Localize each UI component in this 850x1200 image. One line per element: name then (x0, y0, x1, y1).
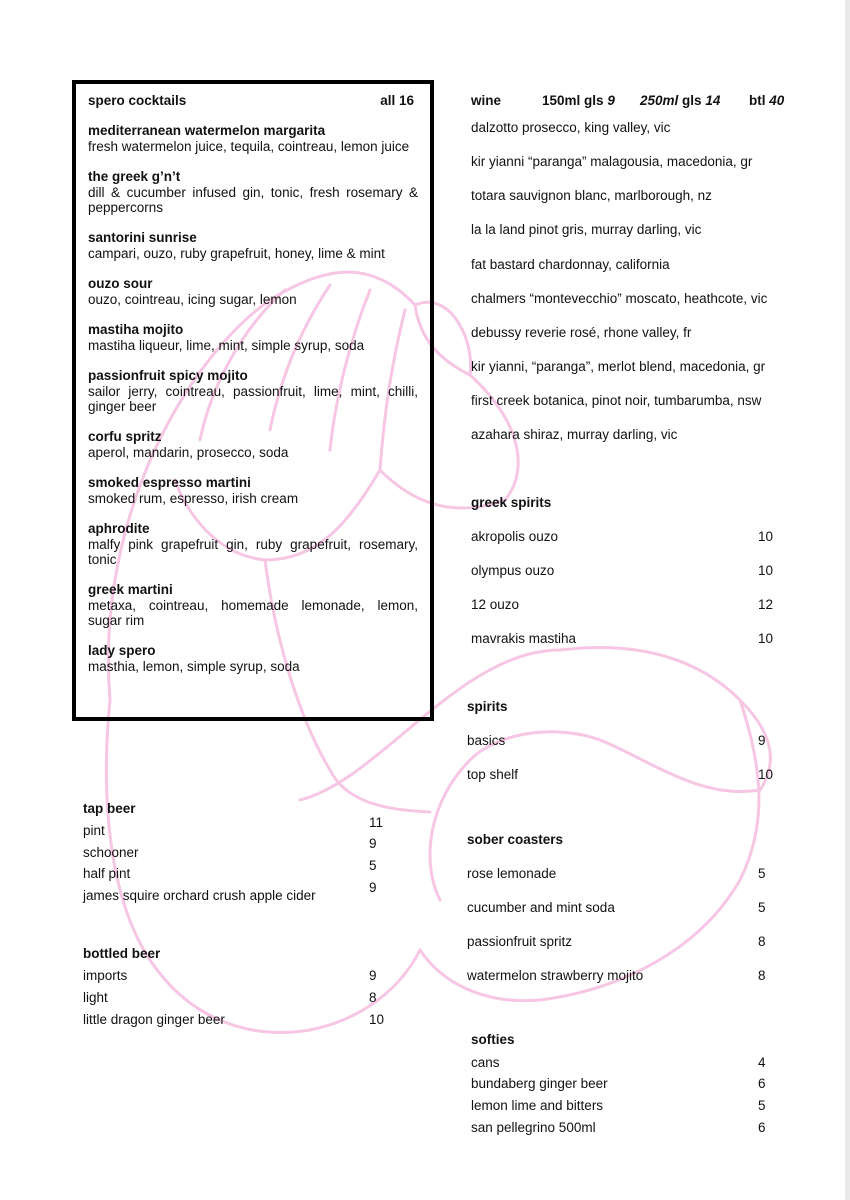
softie-name: lemon lime and bitters (471, 1098, 604, 1113)
cocktail-name: aphrodite (88, 521, 150, 536)
wine-glass250 (640, 92, 720, 110)
wine-bottle (749, 92, 784, 110)
cocktail-desc: mastiha liqueur, lime, mint, simple syrup, soda (88, 338, 365, 353)
tap-beer-price: 9 (369, 880, 377, 895)
cocktails-title: spero cocktails (88, 93, 187, 108)
wine-title: wine (471, 93, 502, 108)
cocktail-desc: fresh watermelon juice, tequila, cointreau, lemon juice (88, 139, 410, 154)
softies-title: softies (471, 1032, 515, 1047)
cocktail-item (88, 322, 418, 353)
cocktail-name: the greek g’n’t (88, 169, 181, 184)
sober-coasters-title: sober coasters (467, 832, 564, 847)
greek-spirit-price: 10 (758, 529, 774, 544)
tap-beer-price: 9 (369, 836, 377, 851)
wine-bottle-price: 40 (769, 93, 785, 108)
greek-spirit-name: mavrakis mastiha (471, 631, 577, 646)
cocktail-name: mastiha mojito (88, 322, 184, 337)
wine-item: chalmers “montevecchio” moscato, heathcote, vic (471, 291, 768, 306)
bottled-beer-name: imports (83, 968, 128, 983)
tap-beer-title: tap beer (83, 801, 136, 816)
wine-item: la la land pinot gris, murray darling, vic (471, 222, 702, 237)
sober-item-price: 8 (758, 968, 766, 983)
softie-price: 4 (758, 1055, 766, 1070)
wine-item: azahara shiraz, murray darling, vic (471, 427, 678, 442)
cocktail-item (88, 582, 418, 628)
wine-glass250-size: 250ml (640, 93, 679, 108)
spirits-title: spirits (467, 699, 508, 714)
cocktail-name: smoked espresso martini (88, 475, 251, 490)
wine-glass150-label: 150ml gls (542, 93, 604, 108)
bottled-beer-price: 8 (369, 990, 377, 1005)
greek-spirit-name: 12 ouzo (471, 597, 520, 612)
cocktail-desc: dill & cucumber infused gin, tonic, fresh rosemary & peppercorns (88, 185, 418, 215)
cocktail-item (88, 123, 418, 154)
cocktail-name: passionfruit spicy mojito (88, 368, 248, 383)
wine-glass150 (542, 92, 615, 110)
wine-glass250-label: gls (682, 93, 702, 108)
cocktail-item (88, 276, 418, 307)
sober-item-name: watermelon strawberry mojito (467, 968, 644, 983)
wine-glass150-price: 9 (607, 93, 615, 108)
sober-item-price: 5 (758, 866, 766, 881)
cocktail-name: greek martini (88, 582, 173, 597)
tap-beer-name: schooner (83, 845, 139, 860)
spirit-name: basics (467, 733, 506, 748)
cocktail-name: lady spero (88, 643, 156, 658)
cocktail-desc: ouzo, cointreau, icing sugar, lemon (88, 292, 297, 307)
wine-item: kir yianni, “paranga”, merlot blend, macedonia, gr (471, 359, 766, 374)
bottled-beer-title: bottled beer (83, 946, 161, 961)
softie-price: 5 (758, 1098, 766, 1113)
cocktail-item (88, 429, 418, 460)
sober-item-price: 5 (758, 900, 766, 915)
cocktail-desc: campari, ouzo, ruby grapefruit, honey, lime & mint (88, 246, 385, 261)
wine-glass250-price: 14 (705, 93, 721, 108)
wine-item: dalzotto prosecco, king valley, vic (471, 120, 671, 135)
tap-beer-price: 11 (369, 815, 384, 830)
greek-spirit-name: olympus ouzo (471, 563, 555, 578)
cocktail-desc: smoked rum, espresso, irish cream (88, 491, 299, 506)
greek-spirit-price: 10 (758, 563, 774, 578)
wine-item: first creek botanica, pinot noir, tumbarumba, nsw (471, 393, 762, 408)
cocktail-item (88, 643, 418, 674)
cocktail-desc: masthia, lemon, simple syrup, soda (88, 659, 300, 674)
softie-name: san pellegrino 500ml (471, 1120, 596, 1135)
cocktail-name: corfu spritz (88, 429, 162, 444)
tap-beer-price: 5 (369, 858, 377, 873)
softie-name: cans (471, 1055, 500, 1070)
bottled-beer-price: 10 (369, 1012, 385, 1027)
cocktail-item (88, 475, 418, 506)
softie-name: bundaberg ginger beer (471, 1076, 608, 1091)
wine-bottle-label: btl (749, 93, 766, 108)
sober-item-price: 8 (758, 934, 766, 949)
greek-spirits-title: greek spirits (471, 495, 552, 510)
sober-item-name: cucumber and mint soda (467, 900, 615, 915)
cocktail-item (88, 169, 418, 215)
wine-item: debussy reverie rosé, rhone valley, fr (471, 325, 692, 340)
greek-spirit-price: 12 (758, 597, 774, 612)
wine-item: totara sauvignon blanc, marlborough, nz (471, 188, 712, 203)
cocktail-desc: metaxa, cointreau, homemade lemonade, lemon, sugar rim (88, 598, 418, 628)
wine-item: kir yianni “paranga” malagousia, macedonia, gr (471, 154, 753, 169)
cocktail-name: ouzo sour (88, 276, 153, 291)
cocktails-price-note: all 16 (380, 93, 414, 108)
cocktails-box (72, 80, 434, 721)
bottled-beer-name: light (83, 990, 108, 1005)
wine-header (471, 92, 501, 110)
sober-item-name: rose lemonade (467, 866, 557, 881)
cocktail-item (88, 368, 418, 414)
spirit-price: 9 (758, 733, 766, 748)
cocktail-desc: malfy pink grapefruit gin, ruby grapefruit, rosemary, tonic (88, 537, 418, 567)
page-edge (845, 0, 850, 1200)
cocktail-item (88, 230, 418, 261)
sober-item-name: passionfruit spritz (467, 934, 573, 949)
tap-beer-name: pint (83, 823, 105, 838)
spirit-price: 10 (758, 767, 774, 782)
cocktails-header (88, 93, 418, 108)
tap-beer-name: james squire orchard crush apple cider (83, 888, 316, 903)
cocktail-desc: sailor jerry, cointreau, passionfruit, lime, mint, chilli, ginger beer (88, 384, 418, 414)
cocktail-item (88, 521, 418, 567)
wine-item: fat bastard chardonnay, california (471, 257, 670, 272)
bottled-beer-price: 9 (369, 968, 377, 983)
spirit-name: top shelf (467, 767, 519, 782)
softie-price: 6 (758, 1120, 766, 1135)
bottled-beer-name: little dragon ginger beer (83, 1012, 225, 1027)
tap-beer-name: half pint (83, 866, 131, 881)
greek-spirit-price: 10 (758, 631, 774, 646)
cocktail-name: santorini sunrise (88, 230, 197, 245)
cocktail-name: mediterranean watermelon margarita (88, 123, 326, 138)
softie-price: 6 (758, 1076, 766, 1091)
greek-spirit-name: akropolis ouzo (471, 529, 559, 544)
cocktail-desc: aperol, mandarin, prosecco, soda (88, 445, 289, 460)
